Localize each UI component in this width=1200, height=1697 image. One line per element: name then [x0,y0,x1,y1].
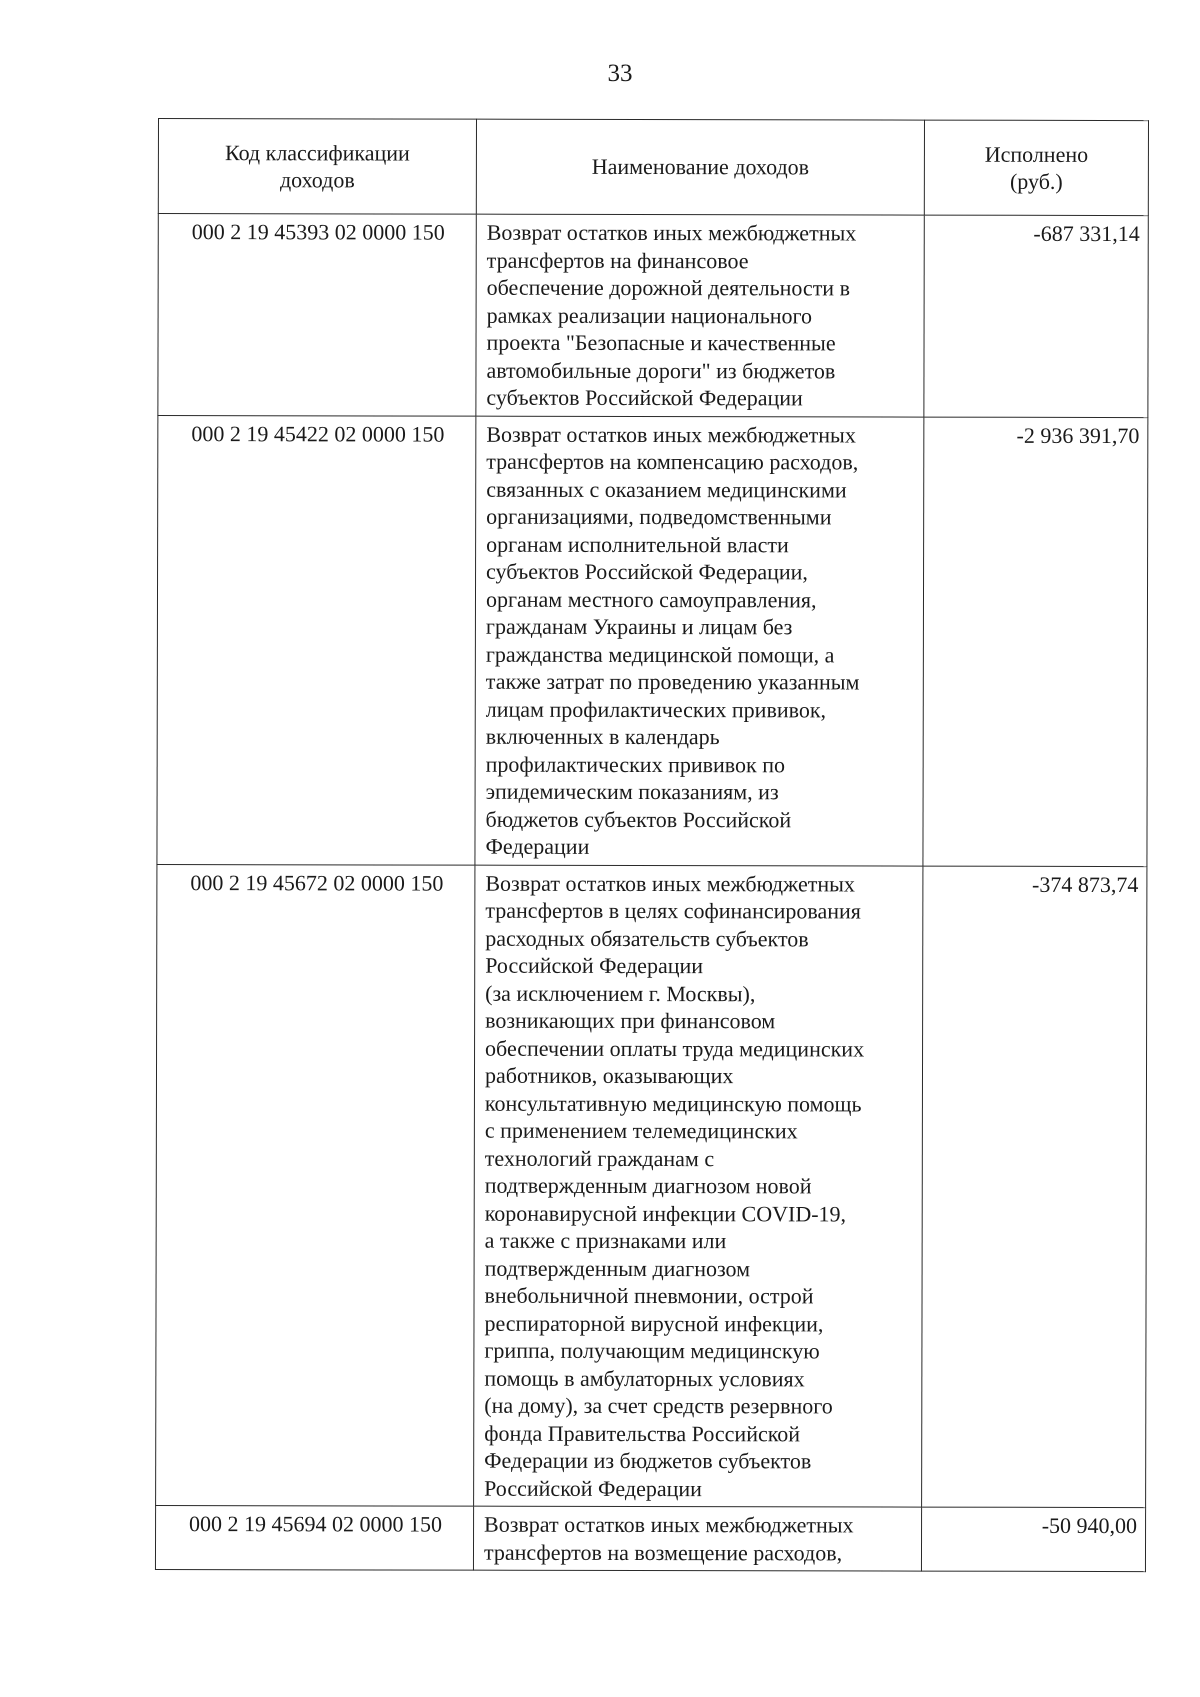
row-amount: -687 331,14 [924,215,1148,417]
header-amount: Исполнено (руб.) [924,120,1148,215]
row-amount: -50 940,00 [921,1507,1145,1571]
header-name: Наименование доходов [476,119,924,215]
income-table [155,118,1149,1572]
row-code: 000 2 19 45672 02 0000 150 [156,864,475,1506]
page-number: 33 [607,60,633,87]
table-row [158,214,1148,418]
row-name: Возврат остатков иных межбюджетных трансфертов на возмещение расходов, [473,1506,921,1571]
row-name: Возврат остатков иных межбюджетных трансфертов на компенсацию расходов, связанных с оказанием медицинскими организациями, подведомственными органам исполнительной власти субъектов Российской Федерации, органам местного самоуправления, гражданам Украины и лицам без гражданства медицинской помощи, а также затрат по проведению указанным лицам профилактических прививок, включенных в календарь профилактических прививок по эпидемическим показаниям, из бюджетов субъектов Российской Федерации [475,416,924,866]
header-code: Код классификации доходов [158,119,476,215]
row-code: 000 2 19 45422 02 0000 150 [157,415,476,865]
row-name: Возврат остатков иных межбюджетных трансфертов в целях софинансирования расходных обязательств субъектов Российской Федерации (за исключением г. Москвы), возникающих при финансовом обеспечении оплаты труда медицинских работников, оказывающих консультативную медицинскую помощь с применением телемедицинских технологий гражданам с подтвержденным диагнозом новой коронавирусной инфекции COVID-19, а также с признаками или подтвержденным диагнозом внебольничной пневмонии, острой респираторной вирусной инфекции, гриппа, получающим медицинскую помощь в амбулаторных условиях (на дому), за счет средств резервного фонда Правительства Российской Федерации из бюджетов субъектов Российской Федерации [474,865,923,1507]
table-header-row [158,119,1148,216]
row-amount: -374 873,74 [922,866,1147,1508]
row-amount: -2 936 391,70 [923,417,1148,866]
table-row [155,1505,1145,1571]
row-code: 000 2 19 45393 02 0000 150 [158,214,476,416]
row-code: 000 2 19 45694 02 0000 150 [155,1505,473,1570]
table-row [156,864,1147,1508]
table-row [157,415,1148,866]
row-name: Возврат остатков иных межбюджетных трансфертов на финансовое обеспечение дорожной деятельности в рамках реализации национального проекта "Безопасные и качественные автомобильные дороги" из бюджетов субъектов Российской Федерации [476,214,924,416]
